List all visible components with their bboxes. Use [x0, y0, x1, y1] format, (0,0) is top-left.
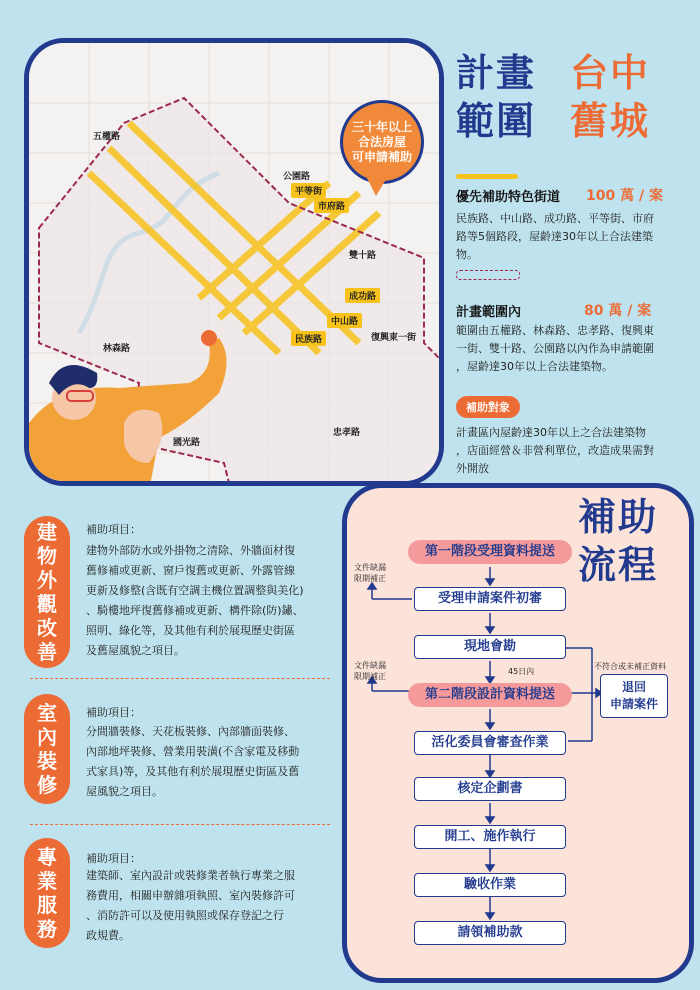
scope-heading: 計畫範圍內	[456, 305, 522, 320]
text-line: 建築師、室內設計或裝修業者執行專業之服	[86, 869, 295, 882]
professional-description	[86, 866, 332, 946]
pill-char: 物	[37, 544, 57, 568]
text-line: 、消防許可以及使用執照或保存登記之行	[86, 909, 284, 922]
note-45-days: 45日內	[508, 667, 535, 676]
text-line: 政規費。	[86, 929, 130, 942]
text-line: 及舊屋風貌之項目。	[86, 644, 185, 657]
target-description	[456, 424, 682, 478]
street-label-linsen: 林森路	[103, 344, 131, 354]
flow-title-subsidy: 補助	[578, 495, 659, 539]
street-label-gongyuan: 公園路	[283, 172, 311, 182]
pill-interior	[24, 694, 70, 804]
flow-step-6: 核定企劃書	[414, 777, 566, 801]
pill-char: 業	[37, 869, 57, 893]
street-label-shuangshi: 雙十路	[349, 251, 377, 261]
text-line: 一街、雙十路、公園路以內作為申請範圍	[456, 342, 654, 355]
flow-step-3: 現地會勘	[414, 635, 566, 659]
text-line: 務費用，相關申辦雜項執照、室內裝修許可	[86, 889, 295, 902]
text-line: 舊修補或更新、窗戶復舊或更新、外露管線	[86, 564, 295, 577]
pill-professional	[24, 838, 70, 948]
street-label-chenggong: 成功路	[345, 288, 380, 303]
exterior-description	[86, 541, 332, 661]
street-label-shifu: 市府路	[314, 198, 349, 213]
bubble-line: 可申請補助	[351, 149, 412, 164]
interior-description	[86, 722, 332, 802]
street-label-minzu: 民族路	[291, 331, 326, 346]
street-label-zhongxiao: 忠孝路	[333, 428, 361, 438]
flow-step-7: 開工、施作執行	[414, 825, 566, 849]
reject-box	[600, 674, 668, 718]
note-line: 文件缺漏	[354, 661, 386, 670]
text-line: 式家具)等，及其他有利於展現歷史街區及舊	[86, 765, 300, 778]
exterior-label: 補助項目：	[86, 523, 141, 536]
pill-char: 建	[37, 520, 57, 544]
text-line: 計畫區內屋齡達30年以上之合法建築物	[456, 426, 646, 439]
pill-char: 修	[37, 773, 57, 797]
text-line: 範圍由五權路、林森路、忠孝路、復興東	[456, 324, 654, 337]
flow-title-process: 流程	[578, 543, 659, 587]
note-missing-docs-1	[354, 562, 386, 584]
scope-description	[456, 322, 682, 376]
text-line: 路等5個路段，屋齡達30年以上合法建築	[456, 230, 653, 243]
flow-step-8: 驗收作業	[414, 873, 566, 897]
text-line: 外開放	[456, 462, 489, 475]
priority-amount: 100 萬 / 案	[586, 188, 663, 204]
scope-amount: 80 萬 / 案	[584, 303, 652, 319]
flow-step-2: 受理申請案件初審	[414, 587, 566, 611]
bubble-line: 合法房屋	[357, 134, 406, 149]
text-line: 建物外部防水或外掛物之清除、外牆面材復	[86, 544, 295, 557]
street-label-guoguang: 國光路	[173, 438, 201, 448]
pill-char: 務	[37, 917, 57, 941]
street-label-wuquan: 五權路	[93, 132, 121, 142]
text-line: ，屋齡達30年以上合法建築物。	[456, 360, 613, 373]
professional-label: 補助項目：	[86, 852, 141, 865]
note-line: 限期補正	[354, 672, 386, 681]
text-line: 、騎樓地坪復舊修補或更新、構件除(防)鏽、	[86, 604, 304, 617]
pill-char: 內	[37, 725, 57, 749]
flow-step-1: 第一階段受理資料提送	[408, 540, 572, 564]
yellow-street-legend	[456, 174, 518, 179]
street-label-zhongshan: 中山路	[327, 313, 362, 328]
title-taichung: 台中	[570, 51, 651, 95]
text-line: 民族路、中山路、成功路、平等街、市府	[456, 212, 654, 225]
pill-exterior	[24, 516, 70, 668]
flow-step-9: 請領補助款	[414, 921, 566, 945]
note-line: 文件缺漏	[354, 563, 386, 572]
flow-step-4: 第二階段設計資料提送	[408, 683, 572, 707]
pill-char: 服	[37, 893, 57, 917]
text-line: 分間牆裝修、天花板裝修、內部牆面裝修、	[86, 725, 295, 738]
street-label-pingdeng: 平等街	[291, 183, 326, 198]
priority-description	[456, 210, 682, 264]
pill-char: 裝	[37, 749, 57, 773]
text-line: 照明、綠化等，及其他有利於展現歷史街區	[86, 624, 295, 637]
text-line: 更新及修整(含既有空調主機位置調整與美化)	[86, 584, 304, 597]
pill-char: 觀	[37, 592, 57, 616]
title-plan: 計畫	[456, 51, 537, 95]
speech-bubble	[340, 100, 424, 184]
text-line: 物。	[456, 248, 478, 261]
target-tag: 補助對象	[456, 396, 520, 418]
divider	[30, 824, 330, 825]
note-reject-condition: 不符合或未補正資料	[594, 662, 666, 671]
pill-char: 外	[37, 568, 57, 592]
reject-line: 退回	[621, 680, 646, 694]
pill-char: 善	[37, 640, 57, 664]
title-old-city: 舊城	[570, 99, 651, 143]
speech-bubble-tail	[366, 176, 388, 196]
text-line: ，店面經營＆非營利單位，改造成果需對	[456, 444, 654, 457]
note-missing-docs-2	[354, 660, 386, 682]
reject-line: 申請案件	[609, 697, 658, 711]
text-line: 屋風貌之項目。	[86, 785, 163, 798]
bubble-line: 三十年以上	[351, 119, 412, 134]
divider	[30, 678, 330, 679]
pill-char: 改	[37, 616, 57, 640]
pill-char: 專	[37, 845, 57, 869]
pill-char: 室	[37, 701, 57, 725]
boundary-legend	[456, 270, 520, 280]
flow-step-5: 活化委員會審查作業	[414, 731, 566, 755]
street-label-fuxingdong: 復興東一街	[371, 333, 417, 343]
note-line: 限期補正	[354, 574, 386, 583]
interior-label: 補助項目：	[86, 706, 141, 719]
text-line: 內部地坪裝修、營業用裝潢(不含家電及移動	[86, 745, 300, 758]
priority-heading: 優先補助特色街道	[456, 190, 561, 205]
title-scope: 範圍	[456, 99, 537, 143]
